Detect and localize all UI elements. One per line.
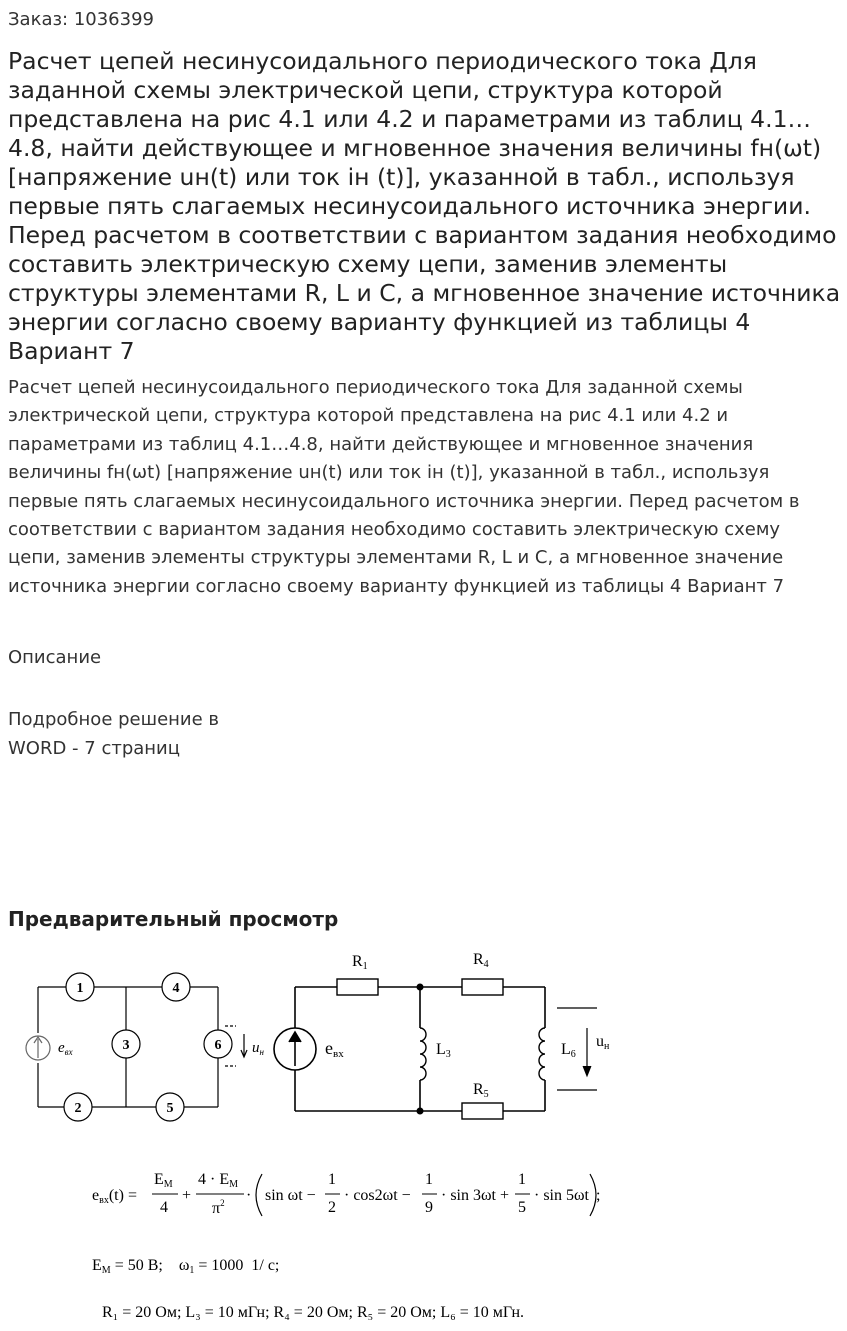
parameters-line1: EМ = 50 В; ω1 = 1000 1/ с; [92,1257,280,1276]
circuit-labels [325,951,610,1100]
svg-text:2: 2 [328,1199,336,1216]
svg-text:sin ωt −: sin ωt − [265,1187,316,1204]
svg-text:· sin 3ωt +: · sin 3ωt + [441,1187,509,1204]
svg-text:9: 9 [425,1199,433,1216]
solution-line: Подробное решение в [8,709,220,730]
svg-text:;: ; [596,1187,601,1204]
node-label: 5 [166,1101,174,1116]
node-label: 1 [76,981,84,996]
node-label: 3 [122,1038,130,1053]
svg-text:1: 1 [425,1171,433,1188]
formula-lhs: eвх(t) = [92,1187,137,1206]
solution-line: WORD - 7 страниц [8,737,181,759]
svg-text:1: 1 [328,1171,336,1188]
svg-text:+: + [182,1187,192,1204]
node-label: 4 [172,981,180,996]
formula-f1-den: 4 [160,1199,168,1216]
l3-label: L3 [436,1041,451,1060]
description-text: Расчет цепей несинусоидального периодического тока Для заданной схемы электрической цепи, структура которой представлена на рис 4.1 или 4.2 и параметрами из таблиц 4.1…4.8, найти действующее и мгновенное значения величины fн(ωt) [напряжение uн(t) или ток iн (t)], указанной в табл., используя первые пять слагаемых несинусоидального источника энергии. Перед расчетом в соответствии с вариантом задания необходимо составить электрическую схему цепи, заменив элементы структуры элементами R, L и C, а мгновенное значение источника энергии согласно своему варианту функцией из таблицы 4 Вариант 7 [8,377,800,597]
formula-f2-den: $\pi^2$ [212,1198,225,1217]
svg-text:· sin 5ωt: · sin 5ωt [534,1187,589,1204]
formula-f1-num: EМ [154,1171,173,1190]
load-label: uн [596,1033,610,1052]
load-label: $u_н$ [252,1040,264,1057]
r4-label: R4 [473,951,489,970]
svg-text:·: · [246,1187,252,1204]
source-label: $e_{вх}$ [58,1040,73,1057]
parameters-line2: R₁ = 20 Ом; L₃ = 10 мГн; R₄ = 20 Ом; R₅ = 20 Ом; L₆ = 10 мГн. [102,1304,525,1321]
source-formula [92,1171,600,1217]
l6-label: L6 [561,1041,576,1060]
r5-label: R5 [473,1081,489,1100]
node-label: 6 [214,1038,222,1053]
source-label: eвх [325,1038,344,1060]
svg-text:· cos2ωt −: · cos2ωt − [344,1187,411,1204]
svg-text:5: 5 [518,1199,526,1216]
solution-info [8,706,219,763]
node-label: 2 [74,1101,82,1116]
description-heading: Описание [8,647,102,668]
preview-image [0,940,847,1331]
r1-label: R1 [352,953,368,972]
order-number: Заказ: 1036399 [8,9,154,30]
formula-f2-num: 4 · EМ [198,1171,239,1190]
junction-dot [417,984,424,991]
page-title: Расчет цепей несинусоидального периодического тока Для заданной схемы электрической цепи, структура которой представлена на рис 4.1 или 4.2 и параметрами из таблиц 4.1…4.8, найти действующее и мгновенное значения величины fн(ωt) [напряжение uн(t) или ток iн (t)], указанной в табл., используя первые пять слагаемых несинусоидального источника энергии. Перед расчетом в соответствии с вариантом задания необходимо составить электрическую схему цепи, заменив элементы структуры элементами R, L и C, а мгновенное значение источника энергии согласно своему варианту функцией из таблицы 4 Вариант 7 [8,47,841,365]
structure-nodes [58,973,265,1121]
preview-heading: Предварительный просмотр [8,907,339,931]
svg-text:1: 1 [518,1171,526,1188]
junction-dot [417,1108,424,1115]
